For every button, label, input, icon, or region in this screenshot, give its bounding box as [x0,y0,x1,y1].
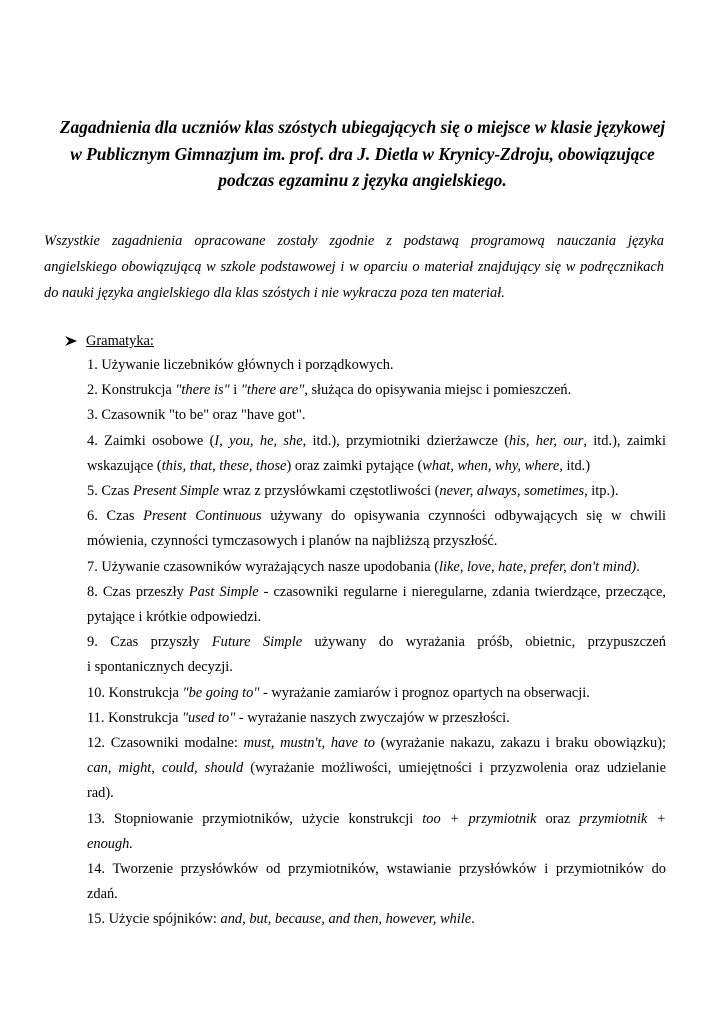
item-text: ) oraz zaimki pytające ( [286,457,423,474]
item-text: Użycie spójników: [108,911,221,928]
item-text: , itd.), zaimki [583,432,666,449]
item-text: mówienia, czynności tymczasowych i planów na najbliższą przyszłość. [87,533,498,550]
item-term: his, her, our [509,432,584,449]
item-term: too + przymiotnik [422,810,537,827]
intro-line-2: angielskiego obowiązującą w szkole podstawowej i w oparciu o materiał znajdujący się w podręcznikach [44,259,664,275]
item-term: Future Simple [211,634,303,651]
item-number: 4. [87,432,98,449]
section-heading [64,329,666,353]
intro-paragraph [44,228,664,306]
list-item [87,403,666,428]
item-term: Present Simple [132,483,220,500]
item-text: Czasowniki modalne: [110,735,244,752]
item-term: this, that, these, those [161,457,287,474]
item-text: wskazujące ( [87,457,162,474]
item-number: 14. [87,861,105,878]
item-term: like, love, hate, prefer, don't mind) [439,558,637,575]
item-term: however, while [385,911,472,928]
list-item [87,907,666,932]
list-item [87,630,666,680]
item-text: - wyrażanie naszych zwyczajów w przeszłości. [235,709,510,726]
item-text: używany do wyrażania próśb, obietnic, przypuszczeń [302,634,666,651]
item-number: 7. [87,558,98,575]
intro-line-3: do nauki języka angielskiego dla klas szóstych i nie wykracza poza ten materiał. [44,285,505,301]
list-item [87,353,666,378]
item-text: Czas przyszły [110,634,212,651]
item-number: 5. [87,483,98,500]
list-item [87,807,666,857]
list-item [87,378,666,403]
list-item [87,706,666,731]
item-text: Czasownik "to be" oraz "have got". [101,407,306,424]
item-text: itd.) [562,457,591,474]
item-text: , itp.). [584,483,619,500]
item-term: enough. [87,835,133,852]
item-term: "used to" [182,709,236,726]
list-item [87,857,666,907]
list-item [87,479,666,504]
title-line-1: Zagadnienia dla uczniów klas szóstych ubiegających się o miejsce w klasie językowej [59,117,666,137]
item-text: Czas [106,508,144,525]
item-text: Czas przeszły [102,583,189,600]
item-term: przymiotnik + [579,810,666,827]
item-text: Czas [101,483,133,500]
arrow-bullet-icon [64,335,86,347]
list-item [87,555,666,580]
item-text: Zaimki osobowe ( [104,432,215,449]
item-text: Konstrukcja [108,684,183,701]
list-item [87,731,666,807]
item-number: 9. [87,634,98,651]
item-text: (wyrażanie nakazu, zakazu i braku obowiązku); [374,735,666,752]
item-number: 10. [87,684,105,701]
item-number: 2. [87,382,98,399]
item-text: i [229,382,241,399]
item-term: "be going to" [182,684,260,701]
list-item [87,429,666,479]
item-number: 3. [87,407,98,424]
item-term: must, mustn't, have to [243,735,375,752]
list-item [87,504,666,554]
item-text: Konstrukcja [101,382,176,399]
item-text: , itd.), przymiotniki dzierżawcze ( [302,432,510,449]
item-number: 6. [87,508,98,525]
grammar-section [64,329,666,933]
item-text: używany do opisywania czynności odbywających się w chwili [261,508,666,525]
item-term: I, you, he, she [214,432,303,449]
item-text: oraz [536,810,580,827]
item-text: - czasowniki regularne i nieregularne, zdania twierdzące, przeczące, [258,583,666,600]
item-text: Używanie czasowników wyrażających nasze upodobania ( [101,558,440,575]
item-text: rad). [87,785,114,802]
item-text: i spontanicznych decyzji. [87,659,233,676]
item-number: 15. [87,911,105,928]
item-term: "there is" [175,382,230,399]
item-term: never, always, sometimes [439,483,585,500]
grammar-list [64,353,666,933]
item-text: Stopniowanie przymiotników, użycie konstrukcji [114,810,423,827]
item-term: can, might, could, should [87,760,244,777]
list-item [87,681,666,706]
item-text: Konstrukcja [108,709,183,726]
item-number: 8. [87,583,98,600]
item-term: "there are", [240,382,308,399]
item-text: . [636,558,640,575]
section-label: Gramatyka: [86,333,154,349]
item-term: Present Continuous [143,508,262,525]
list-item [87,580,666,630]
item-term: and, but, because, and then [220,911,379,928]
document-title [40,114,685,194]
item-number: 12. [87,735,105,752]
title-line-2: w Publicznym Gimnazjum im. prof. dra J. Dietla w Krynicy-Zdroju, obowiązujące [70,143,655,164]
item-text: zdań. [87,886,118,903]
item-text: wraz z przysłówkami częstotliwości ( [219,483,440,500]
intro-line-1: Wszystkie zagadnienia opracowane zostały zgodnie z podstawą programową nauczania języka [44,233,664,249]
title-line-3: podczas egzaminu z języka angielskiego. [218,170,507,190]
item-text: - wyrażanie zamiarów i prognoz opartych na obserwacji. [259,684,590,701]
item-number: 13. [87,810,105,827]
item-text: pytające i krótkie odpowiedzi. [87,609,262,626]
item-text: Używanie liczebników głównych i porządkowych. [101,357,394,373]
item-text: służąca do opisywania miejsc i pomieszczeń. [307,382,572,399]
item-text: (wyrażanie możliwości, umiejętności i przyzwolenia oraz udzielanie [243,760,666,777]
item-text: , [378,911,386,928]
item-text: . [471,911,475,928]
item-term: Past Simple [188,583,259,600]
item-text: Tworzenie przysłówków od przymiotników, wstawianie przysłówków i przymiotników do [112,861,666,878]
item-number: 1. [87,357,98,373]
item-number: 11. [87,709,105,726]
item-term: what, when, why, where, [422,457,563,474]
